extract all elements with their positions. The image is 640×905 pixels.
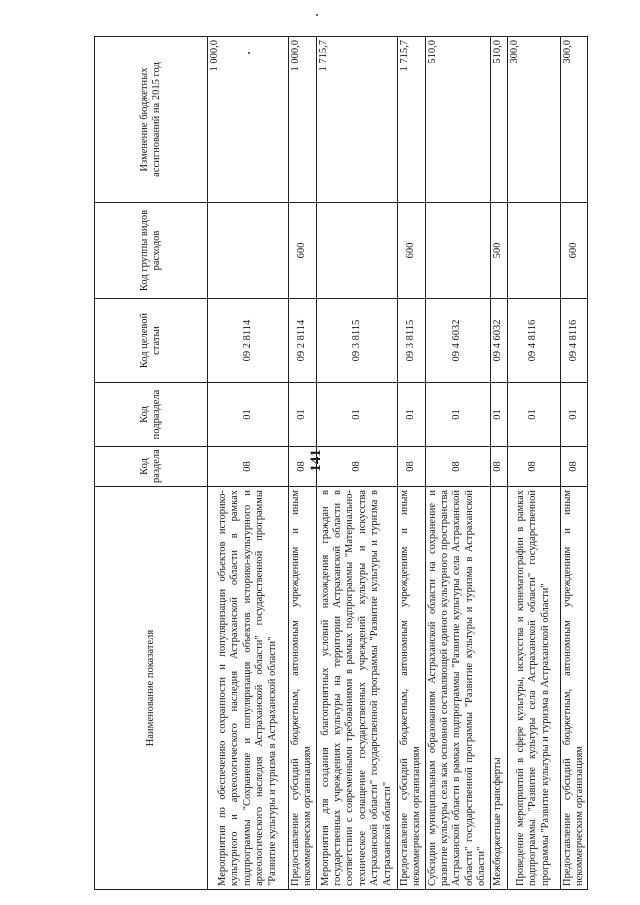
row-statya: 09 4 6032 bbox=[490, 299, 507, 383]
row-name: Межбюджетные трансферты bbox=[490, 487, 507, 890]
header-name: Наименование показателя bbox=[95, 487, 208, 890]
header-amount: Изменение бюджетных ассигнований на 2015 год bbox=[95, 37, 208, 203]
row-amount: 1 000,0 bbox=[208, 37, 289, 203]
row-vid: 600 bbox=[289, 203, 317, 299]
row-razdel: 08 bbox=[425, 447, 490, 487]
table-row bbox=[316, 37, 397, 890]
row-amount: 1 000,0 bbox=[289, 37, 317, 203]
budget-table-rotated bbox=[94, 37, 585, 890]
row-razdel: 08 bbox=[289, 447, 317, 487]
row-statya: 09 4 6032 bbox=[425, 299, 490, 383]
row-podrazdel: 01 bbox=[208, 383, 289, 447]
row-name: Мероприятия для создания благоприятных условий нахождения граждан в государственных учреждениях культуры на территории Астраханской области в соответствии с современными требованиями в рамках подпрограммы "Материально-техническое оснащение государственных учреждений культуры и искусства Астраханской области" государственной программы "Развитие культуры и туризма в Астраханской области" bbox=[316, 487, 397, 890]
row-razdel: 08 bbox=[490, 447, 507, 487]
row-name: Субсидии муниципальным образованиям Астраханской области на сохранение и развитие культуры села как основной составляющей единого культурного пространства Астраханской области в рамках подпрограммы "Развитие культуры села Астраханской области" государственной программы "Развитие культуры и туризма в Астраханской области" bbox=[425, 487, 490, 890]
row-vid bbox=[208, 203, 289, 299]
row-name: Проведение мероприятий в сфере культуры, искусства и кинематографии в рамках подпрограммы "Развитие культуры села Астраханской области" государственной программы "Развитие культуры и туризма в Астраханской области" bbox=[507, 487, 560, 890]
scan-speck bbox=[316, 14, 318, 16]
row-podrazdel: 01 bbox=[425, 383, 490, 447]
row-statya: 09 2 8114 bbox=[208, 299, 289, 383]
table-row bbox=[208, 37, 289, 890]
row-amount: 1 715,7 bbox=[397, 37, 425, 203]
header-vid: Код группы видов расходов bbox=[95, 203, 208, 299]
table-row bbox=[425, 37, 490, 890]
row-amount: 1 715,7 bbox=[316, 37, 397, 203]
header-row bbox=[95, 37, 208, 890]
header-statya: Код целевой статьи bbox=[95, 299, 208, 383]
rotated-page-region bbox=[94, 37, 585, 890]
row-statya: 09 2 8114 bbox=[289, 299, 317, 383]
row-vid: 500 bbox=[490, 203, 507, 299]
row-amount: 300,0 bbox=[560, 37, 588, 203]
row-name: Мероприятия по обеспечению сохранности и популяризации объектов историко-культурного и археологического наследия Астраханской области в рамках подпрограммы "Сохранение и популяризация объектов историко-культурного и археологического наследия Астраханской области" государственной программы "Развитие культуры и туризма в Астраханской области" bbox=[208, 487, 289, 890]
row-statya: 09 3 8115 bbox=[316, 299, 397, 383]
row-statya: 09 3 8115 bbox=[397, 299, 425, 383]
row-vid bbox=[425, 203, 490, 299]
header-podrazdel: Код подраздела bbox=[95, 383, 208, 447]
page-number: 141 bbox=[307, 449, 324, 472]
row-podrazdel: 01 bbox=[397, 383, 425, 447]
header-razdel: Код раздела bbox=[95, 447, 208, 487]
table-row bbox=[490, 37, 507, 890]
row-vid bbox=[316, 203, 397, 299]
row-statya: 09 4 8116 bbox=[507, 299, 560, 383]
table-row bbox=[507, 37, 560, 890]
row-amount: 510,0 bbox=[490, 37, 507, 203]
row-vid: 600 bbox=[397, 203, 425, 299]
row-razdel: 08 bbox=[208, 447, 289, 487]
row-name: Предоставление субсидий бюджетным, автономным учреждениям и иным некоммерческим организациям bbox=[289, 487, 317, 890]
row-vid bbox=[507, 203, 560, 299]
row-razdel: 08 bbox=[507, 447, 560, 487]
row-name: Предоставление субсидий бюджетным, автономным учреждениям и иным некоммерческим организациям bbox=[397, 487, 425, 890]
row-razdel: 08 bbox=[560, 447, 588, 487]
row-podrazdel: 01 bbox=[507, 383, 560, 447]
table-row bbox=[397, 37, 425, 890]
row-statya: 09 4 8116 bbox=[560, 299, 588, 383]
row-vid: 600 bbox=[560, 203, 588, 299]
row-razdel: 08 bbox=[397, 447, 425, 487]
table-row bbox=[560, 37, 588, 890]
row-podrazdel: 01 bbox=[560, 383, 588, 447]
row-podrazdel: 01 bbox=[289, 383, 317, 447]
row-amount: 300,0 bbox=[507, 37, 560, 203]
row-podrazdel: 01 bbox=[316, 383, 397, 447]
table-row bbox=[289, 37, 317, 890]
row-razdel: 08 bbox=[316, 447, 397, 487]
row-name: Предоставление субсидий бюджетным, автономным учреждениям и иным некоммерческим организациям bbox=[560, 487, 588, 890]
budget-allocation-table bbox=[94, 36, 588, 890]
row-podrazdel: 01 bbox=[490, 383, 507, 447]
row-amount: 510,0 bbox=[425, 37, 490, 203]
